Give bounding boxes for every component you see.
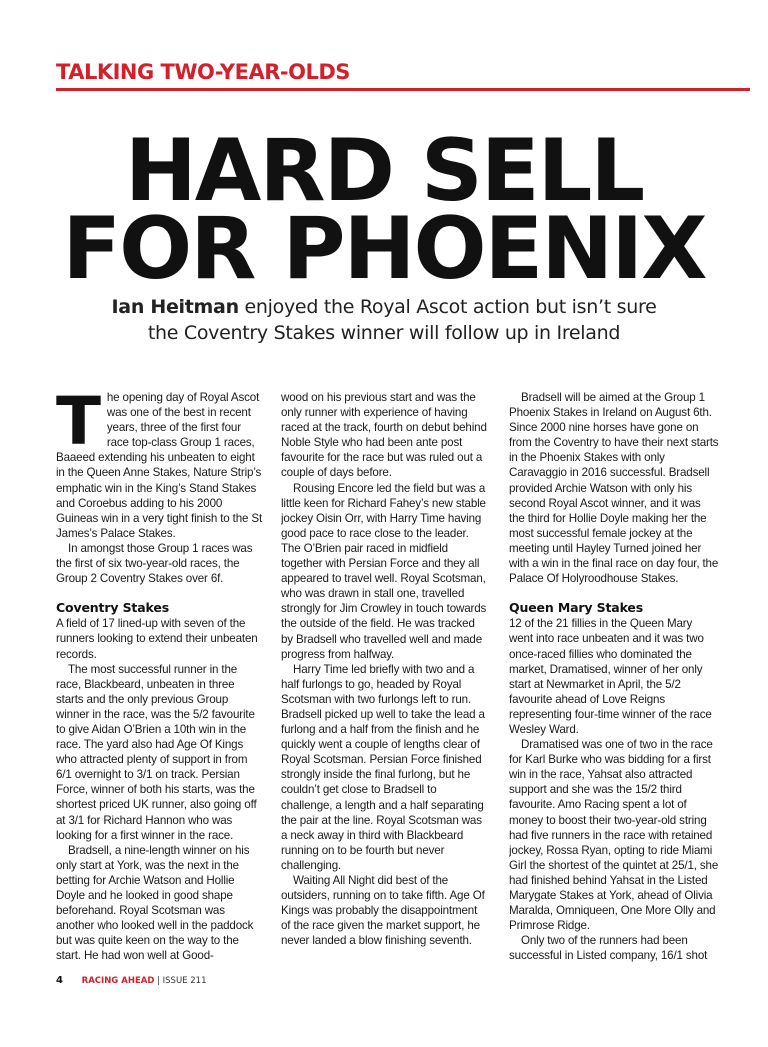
- paragraph-text: he opening day of Royal Ascot was one of the best in recent years, three of the first four race top-class Group 1 races, Baaeed extending his unbeaten to eight in the Queen Anne Stakes, Nature Strip’s emphatic win in the King’s Stand Stakes and Coroebus adding to his 2000 Guineas win in a very tight finish to the St James’s Palace Stakes.: [56, 391, 263, 540]
- article-paragraph: Dramatised was one of two in the race for Karl Burke who was bidding for a first win in the race, Yahsat also attracted support and she was the 15/2 third favourite. Amo Racing spent a lot of money to boost their two-year-old string had five runners in the race with retained jockey, Rossa Ryan, opting to ride Miami Girl the shortest of the quintet at 25/1, she had finished behind Yahsat in the Listed Marygate Stakes at York, ahead of Olivia Maralda, Omniqueen, One More Olly and Primrose Ridge.: [509, 738, 719, 933]
- subheading-coventry-stakes: Coventry Stakes: [56, 600, 169, 616]
- article-paragraph: 12 of the 21 fillies in the Queen Mary went into race unbeaten and it was two once-raced fillies who dominated the market, Dramatised, winner of her only start at Newmarket in April, the 5/2 favourite ahead of Love Reigns representing four-time winner of the race Wesley Ward.: [509, 617, 712, 736]
- article-paragraph: Bradsell, a nine-length winner on his only start at York, was the next in the betting for Archie Watson and Hollie Doyle and he looked in good shape beforehand. Royal Scotsman was another who looked well in the paddock but was quite keen on the way to the start. He had won well at Good-: [56, 843, 254, 963]
- article-paragraph: Bradsell will be aimed at the Group 1 Phoenix Stakes in Ireland on August 6th. Since 2000 nine horses have gone on from the Coventry to have their next starts in the Phoenix Stakes with only Caravaggio in 2016 successful. Bradsell provided Archie Watson with only his second Royal Ascot winner, and it was the third for Hollie Doyle making her the most successful female jockey at the meeting until Hayley Turned joined her with a win in the final race on day four, the Palace Of Holyroodhouse Stakes.: [509, 391, 719, 586]
- headline-line-2: FOR PHOENIX: [62, 199, 706, 299]
- issue-number: | ISSUE 211: [157, 976, 207, 986]
- section-rule: [56, 88, 750, 91]
- article-paragraph: The most successful runner in the race, Blackbeard, unbeaten in three starts and the only previous Group winner in the race, was the 5/2 favourite to give Aidan O’Brien a 10th win in the race. The yard also had Age Of Kings who attracted plenty of support in from 6/1 overnight to 3/1 on track. Persian Force, winner of both his starts, was the shortest priced UK runner, also going off at 3/1 for Richard Hannon who was looking for a first winner in the race.: [56, 662, 257, 842]
- article-paragraph: Harry Time led briefly with two and a half furlongs to go, headed by Royal Scotsman with two furlongs left to run. Bradsell picked up well to take the lead a furlong and a half from the finish and he quickly went a couple of lengths clear of Royal Scotsman. Persian Force finished strongly inside the final furlong, but he couldn’t get close to Bradsell to challenge, a length and a half separating the pair at the line. Royal Scotsman was a neck away in third with Blackbeard running on to be fourth but never challenging.: [281, 662, 485, 872]
- subheading-queen-mary-stakes: Queen Mary Stakes: [509, 600, 644, 616]
- article-paragraph: wood on his previous start and was the only runner with experience of having raced at the track, fourth on debut behind Noble Style who had been ante post favourite for the race but was ruled out a couple of days before.: [281, 391, 487, 480]
- article-paragraph: Rousing Encore led the field but was a little keen for Richard Fahey’s new stable jockey Oisin Orr, with Harry Time having good pace to race close to the leader. The O’Brien pair raced in midfield together with Persian Force and they all appeared to travel well. Royal Scotsman, who was drawn in stall one, travelled strongly for Jim Crowley in touch towards the outside of the field. He was tracked by Bradsell who travelled well and made progress from halfway.: [281, 481, 487, 661]
- standfirst-author: Ian Heitman: [111, 296, 239, 318]
- drop-cap: T: [56, 390, 101, 460]
- article-paragraph: [56, 390, 264, 541]
- section-kicker: TALKING TWO-YEAR-OLDS: [56, 60, 350, 84]
- standfirst-text: enjoyed the Royal Ascot action but isn’t sure the Coventry Stakes winner will follow up in Ireland: [147, 296, 657, 344]
- standfirst: [100, 294, 668, 346]
- article-column-3: [509, 390, 719, 970]
- article-paragraph: Waiting All Night did best of the outsiders, running on to take fifth. Age Of Kings was probably the disappointment of the race given the market support, he never landed a blow finishing seventh.: [281, 874, 485, 948]
- article-column-2: [281, 390, 489, 970]
- article-paragraph: A field of 17 lined-up with seven of the runners looking to extend their unbeaten records.: [56, 617, 258, 661]
- article-column-1: [56, 390, 264, 970]
- headline-line-1: HARD SELL: [124, 121, 644, 221]
- page-number: 4: [56, 975, 63, 986]
- page-footer: [56, 975, 206, 986]
- article-paragraph: In amongst those Group 1 races was the first of six two-year-old races, the Group 2 Coventry Stakes over 6f.: [56, 541, 253, 586]
- article-paragraph: Only two of the runners had been successful in Listed company, 16/1 shot: [509, 934, 708, 963]
- publication-name: RACING AHEAD: [81, 976, 155, 986]
